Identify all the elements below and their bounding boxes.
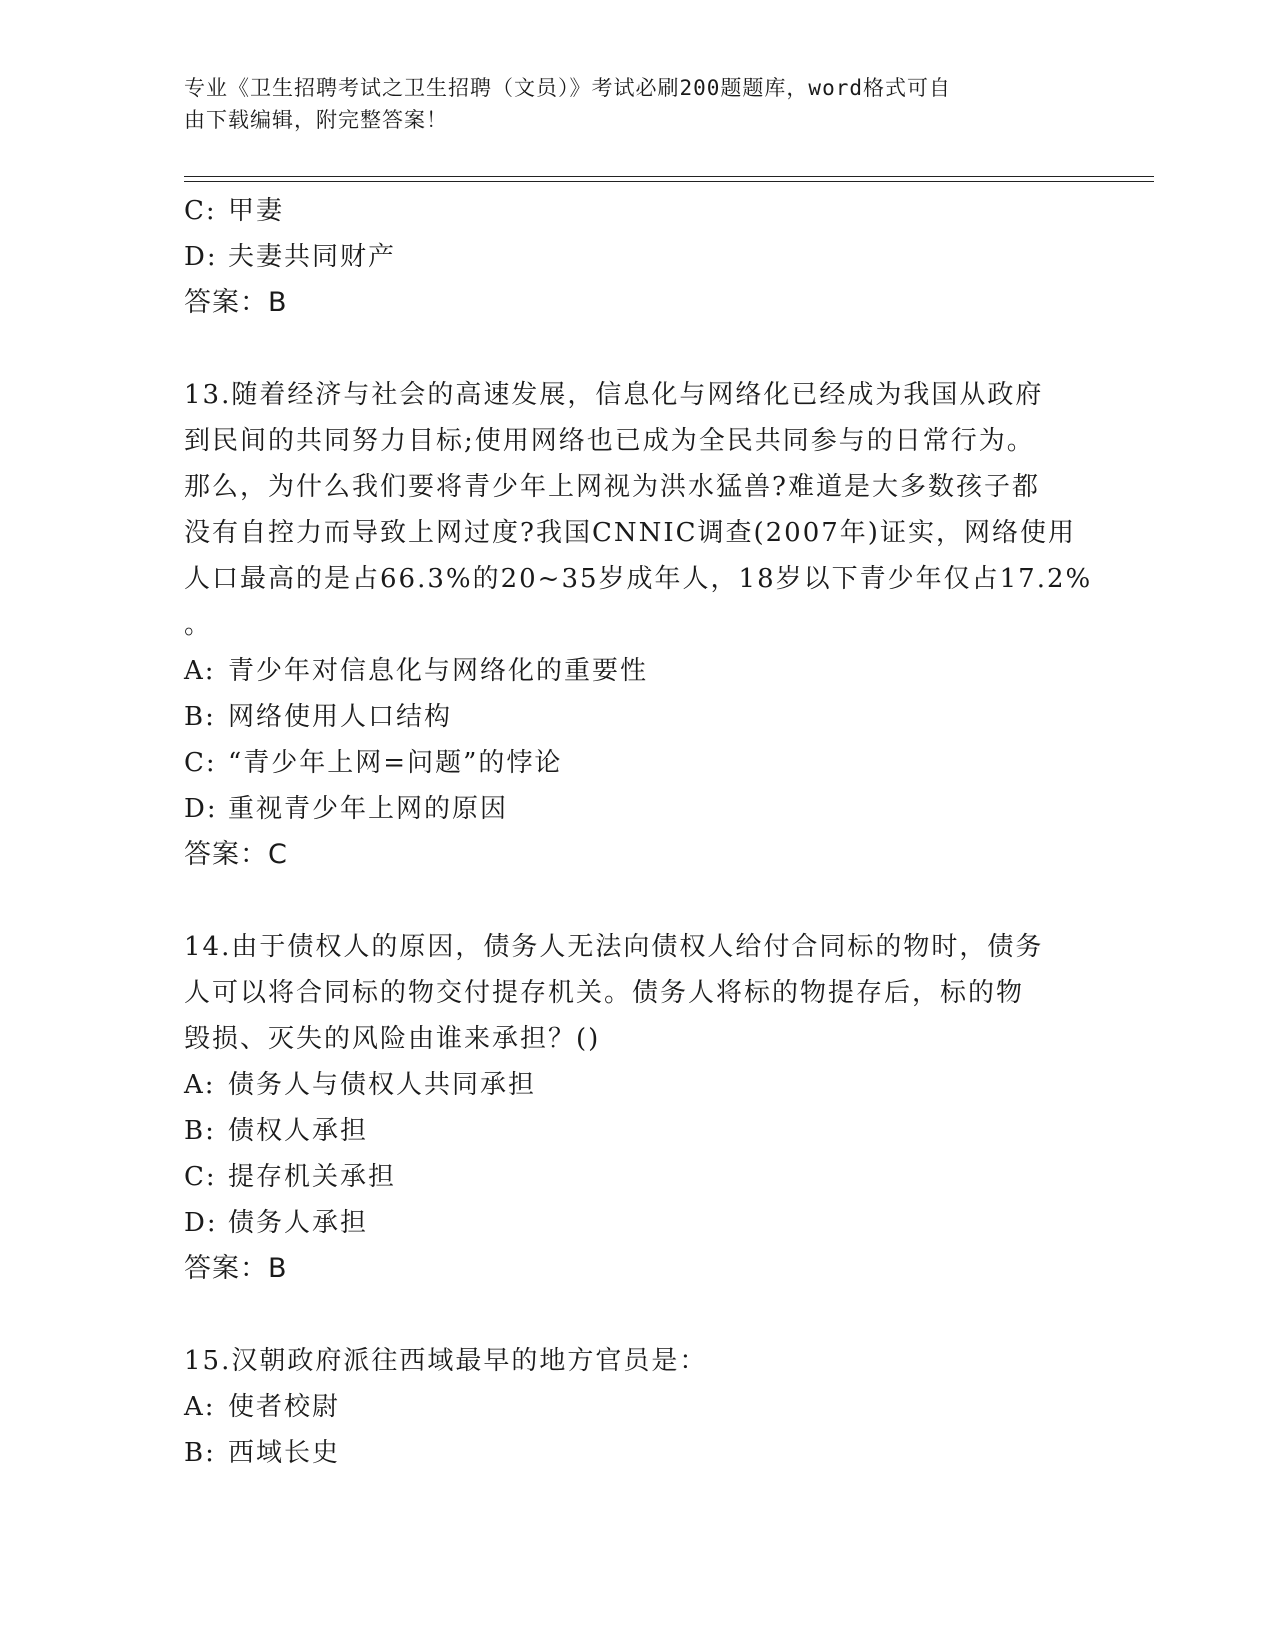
spacer (184, 878, 1084, 924)
question-stem-line: 人可以将合同标的物交付提存机关。债务人将标的物提存后，标的物 (184, 978, 1025, 1008)
question-stem-line: 毁损、灭失的风险由谁来承担？() (184, 1024, 601, 1054)
question-12-continued (184, 188, 1084, 326)
option-letter: C: (184, 196, 217, 226)
option-letter: C: (184, 748, 217, 778)
option-b (184, 1108, 1084, 1154)
option-d (184, 786, 1084, 832)
option-letter: A: (184, 656, 216, 686)
answer-line: 答案：B (184, 287, 288, 318)
option-text: “青少年上网=问题”的悖论 (228, 748, 563, 778)
option-d (184, 234, 1084, 280)
option-text: 西域长史 (228, 1438, 341, 1468)
option-text: 青少年对信息化与网络化的重要性 (228, 656, 649, 686)
option-letter: A: (184, 1070, 216, 1100)
option-a (184, 1384, 1084, 1430)
header-title-line-2: 由下载编辑，附完整答案！ (184, 108, 448, 132)
option-text: 使者校尉 (228, 1392, 341, 1422)
option-a (184, 1062, 1084, 1108)
option-letter: D: (184, 242, 218, 272)
header-title-line-1: 专业《卫生招聘考试之卫生招聘（文员）》考试必刷200题题库，word格式可自 (184, 76, 951, 100)
option-letter: A: (184, 1392, 216, 1422)
option-letter: C: (184, 1162, 217, 1192)
option-text: 甲妻 (228, 196, 285, 226)
question-stem-line: 15.汉朝政府派往西域最早的地方官员是： (184, 1346, 708, 1376)
document-header (184, 72, 1074, 136)
option-text: 债务人承担 (228, 1208, 369, 1238)
option-d (184, 1200, 1084, 1246)
header-divider-secondary (184, 181, 1154, 182)
question-13 (184, 372, 1093, 878)
option-letter: D: (184, 1208, 218, 1238)
spacer (184, 326, 1084, 372)
option-letter: B: (184, 702, 216, 732)
option-letter: D: (184, 794, 218, 824)
option-a (184, 648, 1084, 694)
question-stem-line: 14.由于债权人的原因，债务人无法向债权人给付合同标的物时，债务 (184, 932, 1044, 962)
option-c (184, 1154, 1084, 1200)
option-text: 夫妻共同财产 (228, 242, 397, 272)
header-divider (184, 176, 1154, 177)
option-b (184, 694, 1084, 740)
option-c (184, 740, 1084, 786)
spacer (184, 1292, 1084, 1338)
question-stem-line: 没有自控力而导致上网过度?我国CNNIC调查(2007年)证实，网络使用 (184, 518, 1076, 548)
question-stem-line: 。 (184, 610, 213, 640)
option-text: 重视青少年上网的原因 (228, 794, 509, 824)
option-c (184, 188, 1084, 234)
option-text: 提存机关承担 (228, 1162, 397, 1192)
question-stem-line: 那么，为什么我们要将青少年上网视为洪水猛兽?难道是大多数孩子都 (184, 472, 1040, 502)
answer-line: 答案：B (184, 1253, 288, 1284)
question-15 (184, 1338, 1084, 1476)
option-text: 网络使用人口结构 (228, 702, 453, 732)
answer-line: 答案：C (184, 839, 288, 870)
question-stem-line: 人口最高的是占66.3%的20~35岁成年人，18岁以下青少年仅占17.2% (184, 564, 1093, 594)
option-letter: B: (184, 1116, 216, 1146)
question-stem-line: 到民间的共同努力目标;使用网络也已成为全民共同参与的日常行为。 (184, 426, 1035, 456)
option-text: 债权人承担 (228, 1116, 369, 1146)
option-b (184, 1430, 1084, 1476)
question-stem-line: 13.随着经济与社会的高速发展，信息化与网络化已经成为我国从政府 (184, 380, 1044, 410)
question-14 (184, 924, 1084, 1292)
option-letter: B: (184, 1438, 216, 1468)
option-text: 债务人与债权人共同承担 (228, 1070, 537, 1100)
question-list (184, 188, 1093, 1476)
